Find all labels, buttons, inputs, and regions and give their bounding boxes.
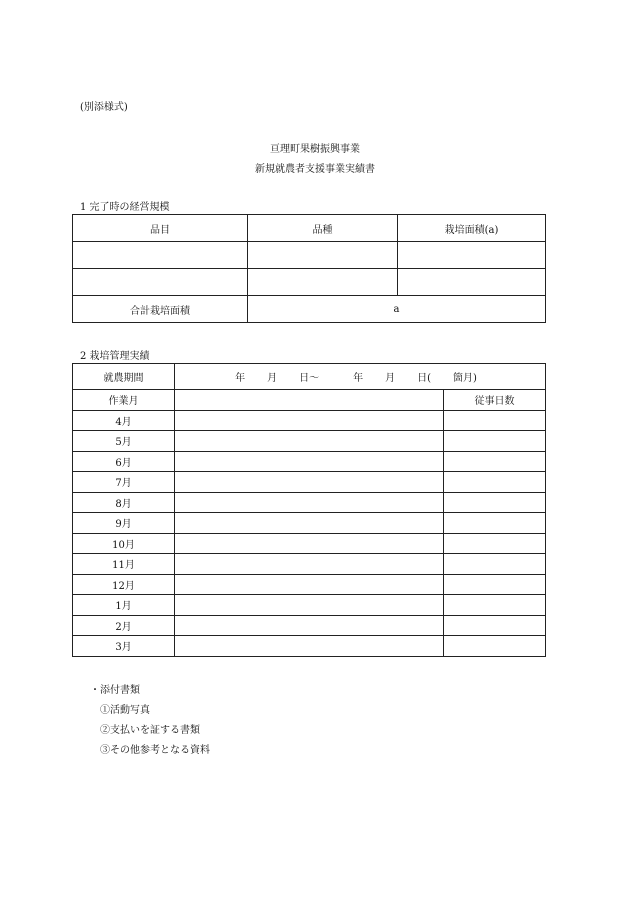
period-months: 箇月) [453, 373, 477, 384]
header-area: 栽培面積(a) [398, 215, 546, 242]
farming-period-row [73, 364, 546, 390]
work-days-cell[interactable] [444, 636, 546, 657]
work-days-cell[interactable] [444, 451, 546, 472]
table-row [73, 533, 546, 554]
work-month-header: 作業月 [73, 390, 175, 411]
management-scale-table [72, 214, 546, 323]
area-cell[interactable] [398, 269, 546, 296]
table-row [73, 574, 546, 595]
work-days-cell[interactable] [444, 595, 546, 616]
period-start-month: 月 [267, 373, 278, 384]
table-row [73, 615, 546, 636]
work-days-cell[interactable] [444, 615, 546, 636]
work-content-cell[interactable] [175, 451, 444, 472]
table-row [73, 242, 546, 269]
period-end-month: 月 [385, 373, 396, 384]
month-label: 10月 [73, 533, 175, 554]
work-days-cell[interactable] [444, 574, 546, 595]
work-content-cell[interactable] [175, 554, 444, 575]
month-label: 3月 [73, 636, 175, 657]
work-days-cell[interactable] [444, 554, 546, 575]
work-content-cell[interactable] [175, 492, 444, 513]
period-start-day: 日〜 [299, 373, 320, 384]
work-content-cell[interactable] [175, 636, 444, 657]
work-content-cell[interactable] [175, 595, 444, 616]
work-content-cell[interactable] [175, 533, 444, 554]
work-days-cell[interactable] [444, 533, 546, 554]
item-cell[interactable] [73, 242, 248, 269]
month-label: 9月 [73, 513, 175, 534]
total-area-label: 合計栽培面積 [73, 296, 248, 323]
header-item: 品目 [73, 215, 248, 242]
month-label: 4月 [73, 410, 175, 431]
month-label: 6月 [73, 451, 175, 472]
table-row [73, 492, 546, 513]
work-content-cell[interactable] [175, 513, 444, 534]
period-end-day: 日( [417, 373, 431, 384]
table-row [73, 431, 546, 452]
work-days-cell[interactable] [444, 513, 546, 534]
table-row [73, 451, 546, 472]
cultivation-management-table [72, 363, 546, 657]
table-row [73, 410, 546, 431]
month-label: 8月 [73, 492, 175, 513]
farming-period-value[interactable] [175, 364, 546, 390]
month-label: 1月 [73, 595, 175, 616]
header-variety: 品種 [248, 215, 398, 242]
attachments-heading: ・添付書類 [90, 685, 140, 696]
table-row [73, 554, 546, 575]
month-label: 11月 [73, 554, 175, 575]
work-days-cell[interactable] [444, 472, 546, 493]
work-days-cell[interactable] [444, 492, 546, 513]
total-area-unit: a [393, 303, 400, 315]
table-row [73, 595, 546, 616]
attachment-item: ③その他参考となる資料 [100, 745, 210, 756]
month-label: 7月 [73, 472, 175, 493]
attachment-item: ②支払いを証する書類 [100, 725, 200, 736]
section1-heading: 1 完了時の経営規模 [80, 202, 170, 213]
table-header-row [73, 215, 546, 242]
farming-period-label: 就農期間 [73, 364, 175, 390]
total-row [73, 296, 546, 323]
table-row [73, 513, 546, 534]
document-title-line2: 新規就農者支援事業実績書 [255, 164, 375, 175]
variety-cell[interactable] [248, 242, 398, 269]
work-content-cell[interactable] [175, 615, 444, 636]
section2-heading: 2 栽培管理実績 [80, 351, 150, 362]
document-title-line1: 亘理町果樹振興事業 [270, 144, 360, 155]
month-label: 5月 [73, 431, 175, 452]
month-label: 2月 [73, 615, 175, 636]
item-cell[interactable] [73, 269, 248, 296]
period-start-year: 年 [235, 373, 246, 384]
table-row [73, 636, 546, 657]
work-content-header [175, 390, 444, 411]
month-label: 12月 [73, 574, 175, 595]
work-days-cell[interactable] [444, 410, 546, 431]
work-content-cell[interactable] [175, 410, 444, 431]
period-end-year: 年 [353, 373, 364, 384]
area-cell[interactable] [398, 242, 546, 269]
month-header-row [73, 390, 546, 411]
work-days-cell[interactable] [444, 431, 546, 452]
work-content-cell[interactable] [175, 574, 444, 595]
work-days-header: 従事日数 [444, 390, 546, 411]
attachment-item: ①活動写真 [100, 705, 150, 716]
variety-cell[interactable] [248, 269, 398, 296]
attachment-form-label: (別添様式) [80, 102, 128, 113]
total-area-value[interactable] [248, 296, 546, 323]
work-content-cell[interactable] [175, 472, 444, 493]
work-content-cell[interactable] [175, 431, 444, 452]
table-row [73, 472, 546, 493]
table-row [73, 269, 546, 296]
